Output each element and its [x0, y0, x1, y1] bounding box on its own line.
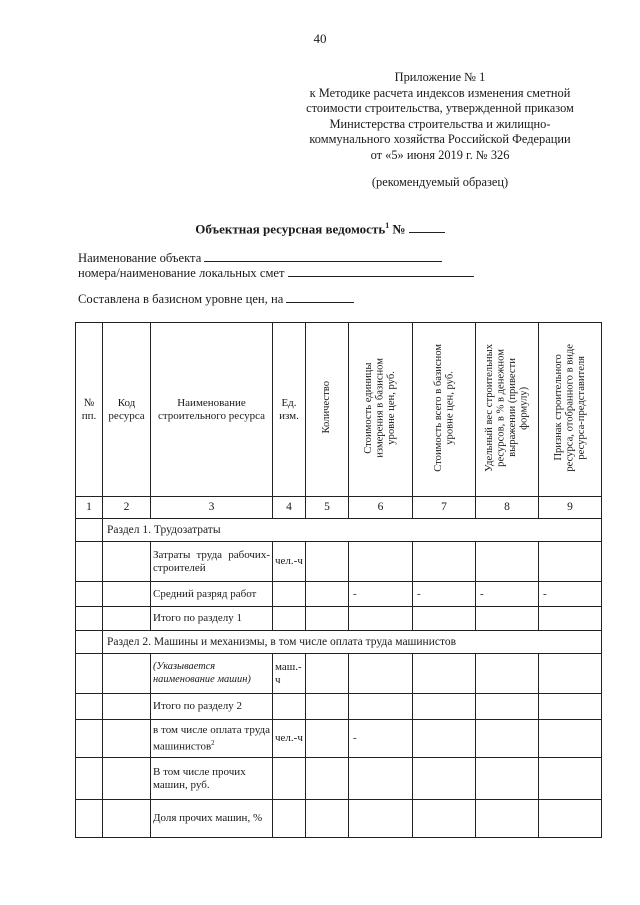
table-cell[interactable]: [306, 654, 349, 694]
resource-name: Итого по разделу 1: [151, 607, 273, 631]
table-cell[interactable]: [413, 607, 476, 631]
dash-cell: -: [476, 582, 539, 607]
resource-name: Итого по разделу 2: [151, 694, 273, 720]
table-cell[interactable]: [76, 800, 103, 838]
col-number: 7: [413, 497, 476, 519]
section-row: [76, 519, 602, 542]
table-cell[interactable]: [76, 607, 103, 631]
resource-name: В том числе прочих машин, руб.: [151, 758, 273, 800]
table-row: [76, 758, 602, 800]
col-number: 4: [273, 497, 306, 519]
dash-cell: -: [413, 582, 476, 607]
dash-cell: -: [539, 582, 602, 607]
unit-cell: чел.-ч: [273, 720, 306, 758]
table-cell[interactable]: [539, 542, 602, 582]
header-total-cost: Стоимость всего в базисном уровне цен, руб.: [413, 323, 476, 497]
header-quantity: Количество: [306, 323, 349, 497]
col-number: 5: [306, 497, 349, 519]
table-cell[interactable]: [103, 542, 151, 582]
table-cell[interactable]: [349, 694, 413, 720]
table-cell[interactable]: [273, 582, 306, 607]
resource-name: Доля прочих машин, %: [151, 800, 273, 838]
table-cell[interactable]: [306, 800, 349, 838]
col-number: 3: [151, 497, 273, 519]
table-cell[interactable]: [476, 542, 539, 582]
section-2-title: Раздел 2. Машины и механизмы, в том числе оплата труда машинистов: [103, 631, 602, 654]
table-cell[interactable]: [476, 720, 539, 758]
table-cell[interactable]: [103, 694, 151, 720]
col-number: 6: [349, 497, 413, 519]
section-row: [76, 631, 602, 654]
header-num: № пп.: [76, 323, 103, 497]
table-cell[interactable]: [103, 607, 151, 631]
table-cell[interactable]: [103, 800, 151, 838]
col-number: 8: [476, 497, 539, 519]
resource-name: (Указывается наименование машин): [151, 654, 273, 694]
unit-cell: маш.-ч: [273, 654, 306, 694]
price-level-field: [78, 292, 354, 307]
title-footnote: 1: [385, 221, 390, 230]
table-cell[interactable]: [413, 654, 476, 694]
table-cell[interactable]: [273, 800, 306, 838]
resource-name: в том числе оплата труда машинистов$^2$: [151, 720, 273, 758]
table-cell[interactable]: [76, 542, 103, 582]
col-number: 1: [76, 497, 103, 519]
table-cell[interactable]: [349, 758, 413, 800]
table-cell[interactable]: [306, 582, 349, 607]
table-cell[interactable]: [413, 542, 476, 582]
table-cell[interactable]: [476, 800, 539, 838]
table-cell[interactable]: [413, 720, 476, 758]
table-cell[interactable]: [413, 758, 476, 800]
table-cell[interactable]: [476, 607, 539, 631]
table-cell[interactable]: [349, 800, 413, 838]
appendix-line: к Методике расчета индексов изменения сметной: [309, 85, 571, 100]
table-cell[interactable]: [476, 694, 539, 720]
table-cell[interactable]: [76, 631, 103, 654]
object-name-label: Наименование объекта: [78, 251, 202, 265]
table-cell[interactable]: [539, 607, 602, 631]
price-level-label: Составлена в базисном уровне цен, на: [78, 292, 284, 306]
estimates-field: [78, 266, 474, 281]
table-cell[interactable]: [539, 654, 602, 694]
appendix-block: [290, 70, 590, 164]
table-cell[interactable]: [103, 582, 151, 607]
table-cell[interactable]: [413, 800, 476, 838]
object-name-blank[interactable]: [204, 251, 442, 262]
table-row: [76, 542, 602, 582]
table-row: [76, 694, 602, 720]
table-cell[interactable]: [476, 758, 539, 800]
appendix-line: коммунального хозяйства Российской Федерации: [309, 132, 571, 147]
table-cell[interactable]: [413, 694, 476, 720]
appendix-line: Министерства строительства и жилищно-: [329, 116, 551, 131]
recommended-sample: (рекомендуемый образец): [371, 175, 509, 189]
table-cell[interactable]: [103, 720, 151, 758]
page-number: 40: [313, 31, 327, 46]
dash-cell: -: [349, 720, 413, 758]
object-name-field: [78, 251, 442, 266]
table-cell[interactable]: [349, 542, 413, 582]
section-1-title: Раздел 1. Трудозатраты: [103, 519, 602, 542]
header-share: Удельный вес строительных ресурсов, в % в денежном выражении (привести формулу): [476, 323, 539, 497]
table-cell[interactable]: [76, 758, 103, 800]
table-cell[interactable]: [349, 607, 413, 631]
header-unit-cost: Стоимость единицы измерения в базисном уровне цен, руб.: [349, 323, 413, 497]
title-number-sign: №: [392, 221, 406, 237]
table-row: [76, 582, 602, 607]
appendix-line: Приложение № 1: [394, 70, 486, 84]
table-cell[interactable]: [103, 758, 151, 800]
header-name: Наименование строительного ресурса: [151, 323, 273, 497]
table-cell[interactable]: [349, 654, 413, 694]
table-cell[interactable]: [76, 694, 103, 720]
table-cell[interactable]: [306, 542, 349, 582]
table-row: [76, 607, 602, 631]
table-cell[interactable]: [539, 758, 602, 800]
unit-cell: чел.-ч: [273, 542, 306, 582]
resource-name: Средний разряд работ: [151, 582, 273, 607]
table-cell[interactable]: [76, 654, 103, 694]
table-cell[interactable]: [273, 758, 306, 800]
table-cell[interactable]: [273, 607, 306, 631]
appendix-line: стоимости строительства, утвержденной приказом: [306, 101, 574, 116]
column-number-row: [76, 497, 602, 519]
col-number: 2: [103, 497, 151, 519]
title-number-blank[interactable]: [409, 221, 445, 233]
document-title: [0, 221, 640, 237]
table-cell[interactable]: [306, 607, 349, 631]
table-row: [76, 800, 602, 838]
header-unit: Ед. изм.: [273, 323, 306, 497]
dash-cell: -: [349, 582, 413, 607]
table-row: [76, 720, 602, 758]
header-row: [76, 323, 602, 497]
table-cell[interactable]: [539, 800, 602, 838]
table-cell[interactable]: [306, 758, 349, 800]
header-representative: Признак строительного ресурса, отобранного в виде ресурса-представителя: [539, 323, 602, 497]
col-number: 9: [539, 497, 602, 519]
title-text: Объектная ресурсная ведомость: [195, 221, 386, 237]
estimates-blank[interactable]: [288, 266, 474, 277]
appendix-line: от «5» июня 2019 г. № 326: [370, 147, 510, 162]
price-level-blank[interactable]: [286, 292, 354, 303]
table-cell[interactable]: [273, 694, 306, 720]
estimates-label: номера/наименование локальных смет: [78, 266, 285, 280]
table-cell[interactable]: [306, 694, 349, 720]
resource-name: Затраты труда рабочих-строителей: [151, 542, 273, 582]
table-cell[interactable]: [76, 582, 103, 607]
table-cell[interactable]: [476, 654, 539, 694]
table-row: [76, 654, 602, 694]
header-code: Код ресурса: [103, 323, 151, 497]
table-cell[interactable]: [306, 720, 349, 758]
table-cell[interactable]: [539, 694, 602, 720]
resource-table: [75, 322, 602, 838]
table-cell[interactable]: [76, 519, 103, 542]
table-cell[interactable]: [76, 720, 103, 758]
table-cell[interactable]: [539, 720, 602, 758]
table-cell[interactable]: [103, 654, 151, 694]
